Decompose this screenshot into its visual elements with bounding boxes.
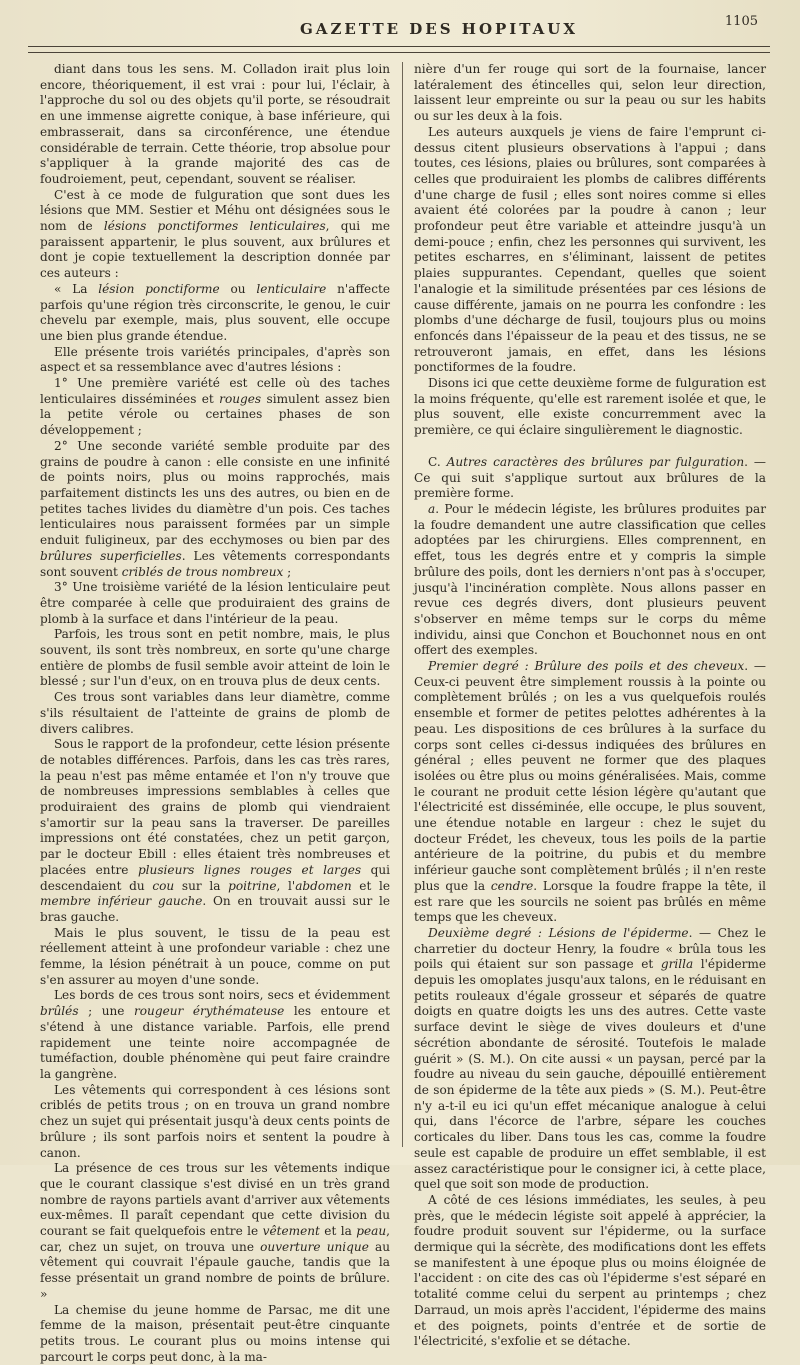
page-header [0,0,800,58]
paragraph: a. Pour le médecin légiste, les brûlures produites par la foudre demandent une autre classification que celles adoptées par les chirurgiens. Elles comprennent, en effet, tous les degrés entre et y compris la simple brûlure des poils, dont les derniers n'ont pas à s'occuper, jusqu'à l'incinération complète. Nous allons passer en revue ces degrés divers, dont plusieurs peuvent s'observer en même temps sur le corps du même individu, ainsi que Conchon et Bouchonnet nous en ont offert des exemples. [414,501,766,658]
paragraph: Elle présente trois variétés principales, d'après son aspect et sa ressemblance avec d'autres lésions : [40,344,390,375]
column-divider [402,62,403,1147]
paragraph: Mais le plus souvent, le tissu de la peau est réellement atteint à une profondeur variable : chez une femme, la lésion pénétrait à un pouce, comme on put s'en assurer au moyen d'une sonde. [40,925,390,987]
paragraph: diant dans tous les sens. M. Colladon irait plus loin encore, théoriquement, il est vrai : pour lui, l'éclair, à l'approche du sol ou des objets qu'il porte, se résoudrait en une immense aigrette conique, à base inférieure, qui embrasserait, dans sa circonférence, une étendue considérable de terrain. Cette théorie, trop absolue pour s'appliquer à la grande majorité des cas de foudroiement, peut, cependant, souvent se réaliser. [40,62,390,186]
paragraph: Sous le rapport de la profondeur, cette lésion présente de notables différences. Parfois, dans les cas très rares, la peau n'est pas même entamée et l'on n'y trouve que de nombreuses impressions semblables à celles que produiraient des grains de plomb qui viendraient s'amortir sur la peau sans la traverser. De pareilles impressions ont été constatées, chez un petit garçon, par le docteur Ebill : elles étaient très nombreuses et placées entre plusieurs lignes rouges et larges qui descendaient du cou sur la poitrine, l'abdomen et le membre inférieur gauche. On en trouvait aussi sur le bras gauche. [40,737,391,924]
running-title: GAZETTE DES HOPITAUX [300,20,579,38]
page-number: 1105 [724,14,758,29]
paragraph: 3° Une troisième variété de la lésion lenticulaire peut être comparée à celle que produiraient des grains de plomb à la surface et dans l'intérieur de la peau. [40,580,390,626]
paragraph-gap [414,439,766,455]
paragraph: « La lésion ponctiforme ou lenticulaire n'affecte parfois qu'une région très circonscrite, le genou, le cuir chevelu par exemple, mais, plus souvent, elle occupe une bien plus grande étendue. [40,281,390,343]
right-column [414,62,766,1350]
left-column [40,62,390,1365]
paragraph: A côté de ces lésions immédiates, les seules, à peu près, que le médecin légiste soit appelé à apprécier, la foudre produit souvent sur l'épiderme, ou la surface dermique qui la sécrète, des modifications dont les effets se manifestent à une époque plus ou moins éloignée de l'accident : on cite des cas où l'épiderme s'est séparé en totalité comme celui du serpent au printemps ; chez Darraud, un mois après l'accident, l'épiderme des mains et des poignets, points d'entrée et de sortie de l'électricité, s'exfolie et se détache. [414,1192,766,1349]
paragraph: La présence de ces trous sur les vêtements indique que le courant classique s'est divisé en un très grand nombre de rayons partiels avant d'arriver aux vêtements eux-mêmes. Il paraît cependant que cette division du courant se fait quelquefois entre le vêtement et la peau, car, chez un sujet, on trouva une ouverture unique au vêtement qui couvrait l'épaule gauche, tandis que la fesse présentait un grand nombre de points de brûlure. » [40,1161,391,1301]
paragraph: Les auteurs auxquels je viens de faire l'emprunt ci-dessus citent plusieurs observations à l'appui ; dans toutes, ces lésions, plaies ou brûlures, sont comparées à celles que produiraient les plombs de calibres différents d'une charge de fusil ; elles sont noires comme si elles avaient été colorées par la poudre à canon ; leur profondeur peut être variable et atteindre jusqu'à un demi-pouce ; enfin, chez les personnes qui survivent, les petites escharres, en s'éliminant, laissent de petites plaies suppurantes. Cependant, quelles que soient l'analogie et la similitude présentées par ces lésions de cause différente, jamais on ne pourra les confondre : les plombs d'une décharge de fusil, toujours plus ou moins enfoncés dans l'épaisseur de la peau et des tissus, ne se retrouveront jamais, en effet, dans les lésions ponctiformes de la foudre. [414,124,766,375]
paragraph: La chemise du jeune homme de Parsac, me dit une femme de la maison, présentait peut-être cinquante petits trous. Le courant plus ou moins intense qui parcourt le corps peut donc, à la ma- [40,1302,390,1364]
paragraph: Deuxième degré : Lésions de l'épiderme. — Chez le charretier du docteur Henry, la foudre « brûla tous les poils qui étaient sur son passage et grilla l'épiderme depuis les omoplates jusqu'aux talons, en le réduisant en petits rouleaux d'égale grosseur et séparés de quatre doigts en quatre doigts les uns des autres. Cette vaste surface devint le siège de vives douleurs et d'une sécrétion abondante de sérosité. Toutefois le malade guérit » (S. M.). On cite aussi « un paysan, percé par la foudre au niveau du sein gauche, dépouillé entièrement de son épiderme de la tête aux pieds » (S. M.). Peut-être n'y a-t-il eu ici qu'un effet mécanique analogue à celui qui, dans l'écorce de l'arbre, sépare les couches corticales du liber. Dans tous les cas, comme la foudre seule est capable de produire un effet semblable, il est assez caractéristique pour le consigner ici, à cette place, quel que soit son mode de production. [414,925,767,1192]
paragraph: nière d'un fer rouge qui sort de la fournaise, lancer latéralement des étincelles qui, selon leur direction, laissent leur empreinte ou sur la peau ou sur les habits ou sur les deux à la fois. [414,62,766,124]
paragraph: Parfois, les trous sont en petit nombre, mais, le plus souvent, ils sont très nombreux, en sorte qu'une charge entière de plombs de fusil semble avoir atteint de loin le blessé ; sur l'un d'eux, on en trouva plus de deux cents. [40,627,390,689]
paragraph: Ces trous sont variables dans leur diamètre, comme s'ils résultaient de l'atteinte de grains de plomb de divers calibres. [40,690,390,736]
paragraph: 1° Une première variété est celle où des taches lenticulaires disséminées et rouges simulent assez bien la petite vérole ou certaines phases de son développement ; [40,376,390,438]
paragraph: Les vêtements qui correspondent à ces lésions sont criblés de petits trous ; on en trouva un grand nombre chez un sujet qui présentait jusqu'à deux cents points de brûlure ; ils sont parfois noirs et sentent la poudre à canon. [40,1082,390,1160]
header-rule-bottom [28,52,770,53]
paragraph: Premier degré : Brûlure des poils et des cheveux. — Ceux-ci peuvent être simplement roussis à la pointe ou complètement brûlés ; on les a vus quelquefois roulés ensemble et former de petites pelottes adhérentes à la peau. Les dispositions de ces brûlures à la surface du corps sont celles ci-dessus indiquées des brûlures en général ; elles peuvent ne former que des plaques isolées ou être plus ou moins généralisées. Mais, comme le courant ne produit cette lésion légère qu'autant que l'électricité est disséminée, elle occupe, le plus souvent, une étendue notable en largeur : chez le sujet du docteur Frédet, les cheveux, tous les poils de la partie antérieure de la poitrine, du pubis et du membre inférieur gauche sont complètement brûlés ; il n'en reste plus que la cendre. Lorsque la foudre frappe la tête, il est rare que les sourcils ne soient pas brûlés en même temps que les cheveux. [414,659,766,925]
paragraph: Disons ici que cette deuxième forme de fulguration est la moins fréquente, qu'elle est rarement isolée et que, le plus souvent, elle existe concurremment avec la première, ce qui éclaire singulièrement le diagnostic. [414,376,766,438]
paragraph: 2° Une seconde variété semble produite par des grains de poudre à canon : elle consiste en une infinité de points noirs, plus ou moins rapprochés, mais parfaitement distincts les uns des autres, ou bien en de petites taches livides du diamètre d'un pois. Ces taches lenticulaires nous paraissent formées par un simple enduit fuligineux, par des ecchymoses ou bien par des brûlures superficielles. Les vêtements correspondants sont souvent criblés de trous nombreux ; [40,438,390,579]
paragraph: Les bords de ces trous sont noirs, secs et évidemment brûlés ; une rougeur érythémateuse les entoure et s'étend à une distance variable. Parfois, elle prend rapidement une teinte noire accompagnée de tuméfaction, double phénomène qui peut faire craindre la gangrène. [40,988,390,1081]
paragraph: C'est à ce mode de fulguration que sont dues les lésions que MM. Sestier et Méhu ont désignées sous le nom de lésions ponctiformes lenticulaires, qui me paraissent appartenir, le plus souvent, aux brûlures et dont je copie textuellement la description donnée par ces auteurs : [40,187,390,281]
header-rule-top [28,46,770,47]
paragraph: C. Autres caractères des brûlures par fulguration. — Ce qui suit s'applique surtout aux brûlures de la première forme. [414,454,766,501]
